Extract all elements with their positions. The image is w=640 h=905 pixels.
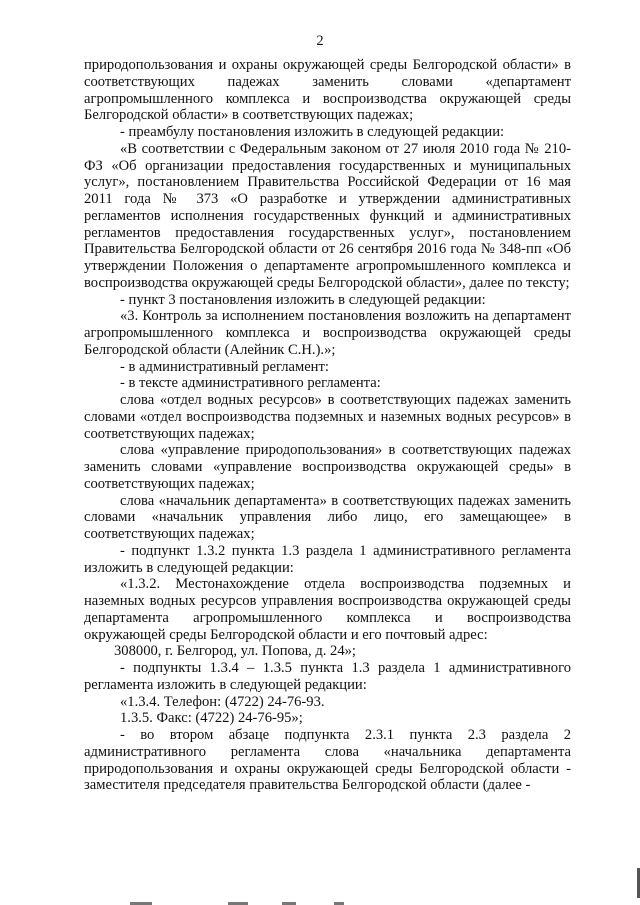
paragraph-fax: 1.3.5. Факс: (4722) 24-76-95»; [120, 710, 303, 727]
scan-bottom-marks [0, 896, 640, 905]
paragraph-replace-head: слова «начальник департамента» в соответствующих падежах заменить словами «начальник управления либо лицо, его замещающее» в соответствующих падежах; [84, 492, 571, 542]
paragraph-point3-instruction: - пункт 3 постановления изложить в следующей редакции: [120, 291, 486, 308]
paragraph-continuation: природопользования и охраны окружающей среды Белгородской области» в соответствующих падежах заменить словами «департамент агропромышленного комплекса и воспроизводства окружающей среды Белгородской области» в соответствующих падежах; [84, 57, 571, 124]
paragraph-regulation-intro: - в административный регламент: [120, 358, 329, 375]
paragraph-subpoint-231: - во втором абзаце подпункта 2.3.1 пункта 2.3 раздела 2 административного регламента слова «начальника департамента природопользования и охраны окружающей среды Белгородской области - заместителя председателя правительства Белгородской области (далее - [84, 727, 571, 794]
paragraph-preamble-instruction: - преамбулу постановления изложить в следующей редакции: [120, 124, 505, 140]
paragraph-replace-water-dept: слова «отдел водных ресурсов» в соответствующих падежах заменить словами «отдел воспроизводства подземных и наземных водных ресурсов» в соответствующих падежах; [84, 392, 571, 442]
paragraph-postal-address: 308000, г. Белгород, ул. Попова, д. 24»; [114, 643, 356, 660]
paragraph-subpoints-134-135-instruction: - подпункты 1.3.4 – 1.3.5 пункта 1.3 раздела 1 административного регламента изложить в следующей редакции: [84, 660, 571, 693]
paragraph-subpoint-132-instruction: - подпункт 1.3.2 пункта 1.3 раздела 1 административного регламента изложить в следующей редакции: [84, 542, 571, 576]
paragraph-point3-text: «3. Контроль за исполнением постановления возложить на департамент агропромышленного комплекса и воспроизводства окружающей среды Белгородской области (Алейник С.Н.).»; [84, 308, 571, 358]
paragraph-replace-nature-mgmt: слова «управление природопользования» в соответствующих падежах заменить словами «управление воспроизводства окружающей среды» в соответствующих падежах; [84, 442, 571, 492]
paragraph-preamble-text: «В соответствии с Федеральным законом от 27 июля 2010 года № 210-ФЗ «Об организации предоставления государственных и муниципальных услуг», постановлением Правительства Российской Федерации от 16 мая 2011 года № 373 «О разработке и утверждении административных регламентов исполнения государственных функций и административных регламентов предоставления государственных услуг», постановлением Правительства Белгородской области от 26 сентября 2016 года № 348-пп «Об утверждении Положения о департаменте агропромышленного комплекса и воспроизводства окружающей среды Белгородской области», далее по тексту; [84, 140, 571, 291]
paragraph-subpoint-132-text: «1.3.2. Местонахождение отдела воспроизводства подземных и наземных водных ресурсов управления воспроизводства окружающей среды департамента агропромышленного комплекса и воспроизводства окружающей среды Белгородской области и его почтовый адрес: [84, 576, 571, 643]
paragraph-regulation-text-intro: - в тексте административного регламента: [120, 375, 381, 392]
document-body [84, 57, 571, 794]
page-number: 2 [316, 33, 324, 49]
paragraph-phone: «1.3.4. Телефон: (4722) 24-76-93. [120, 693, 325, 710]
